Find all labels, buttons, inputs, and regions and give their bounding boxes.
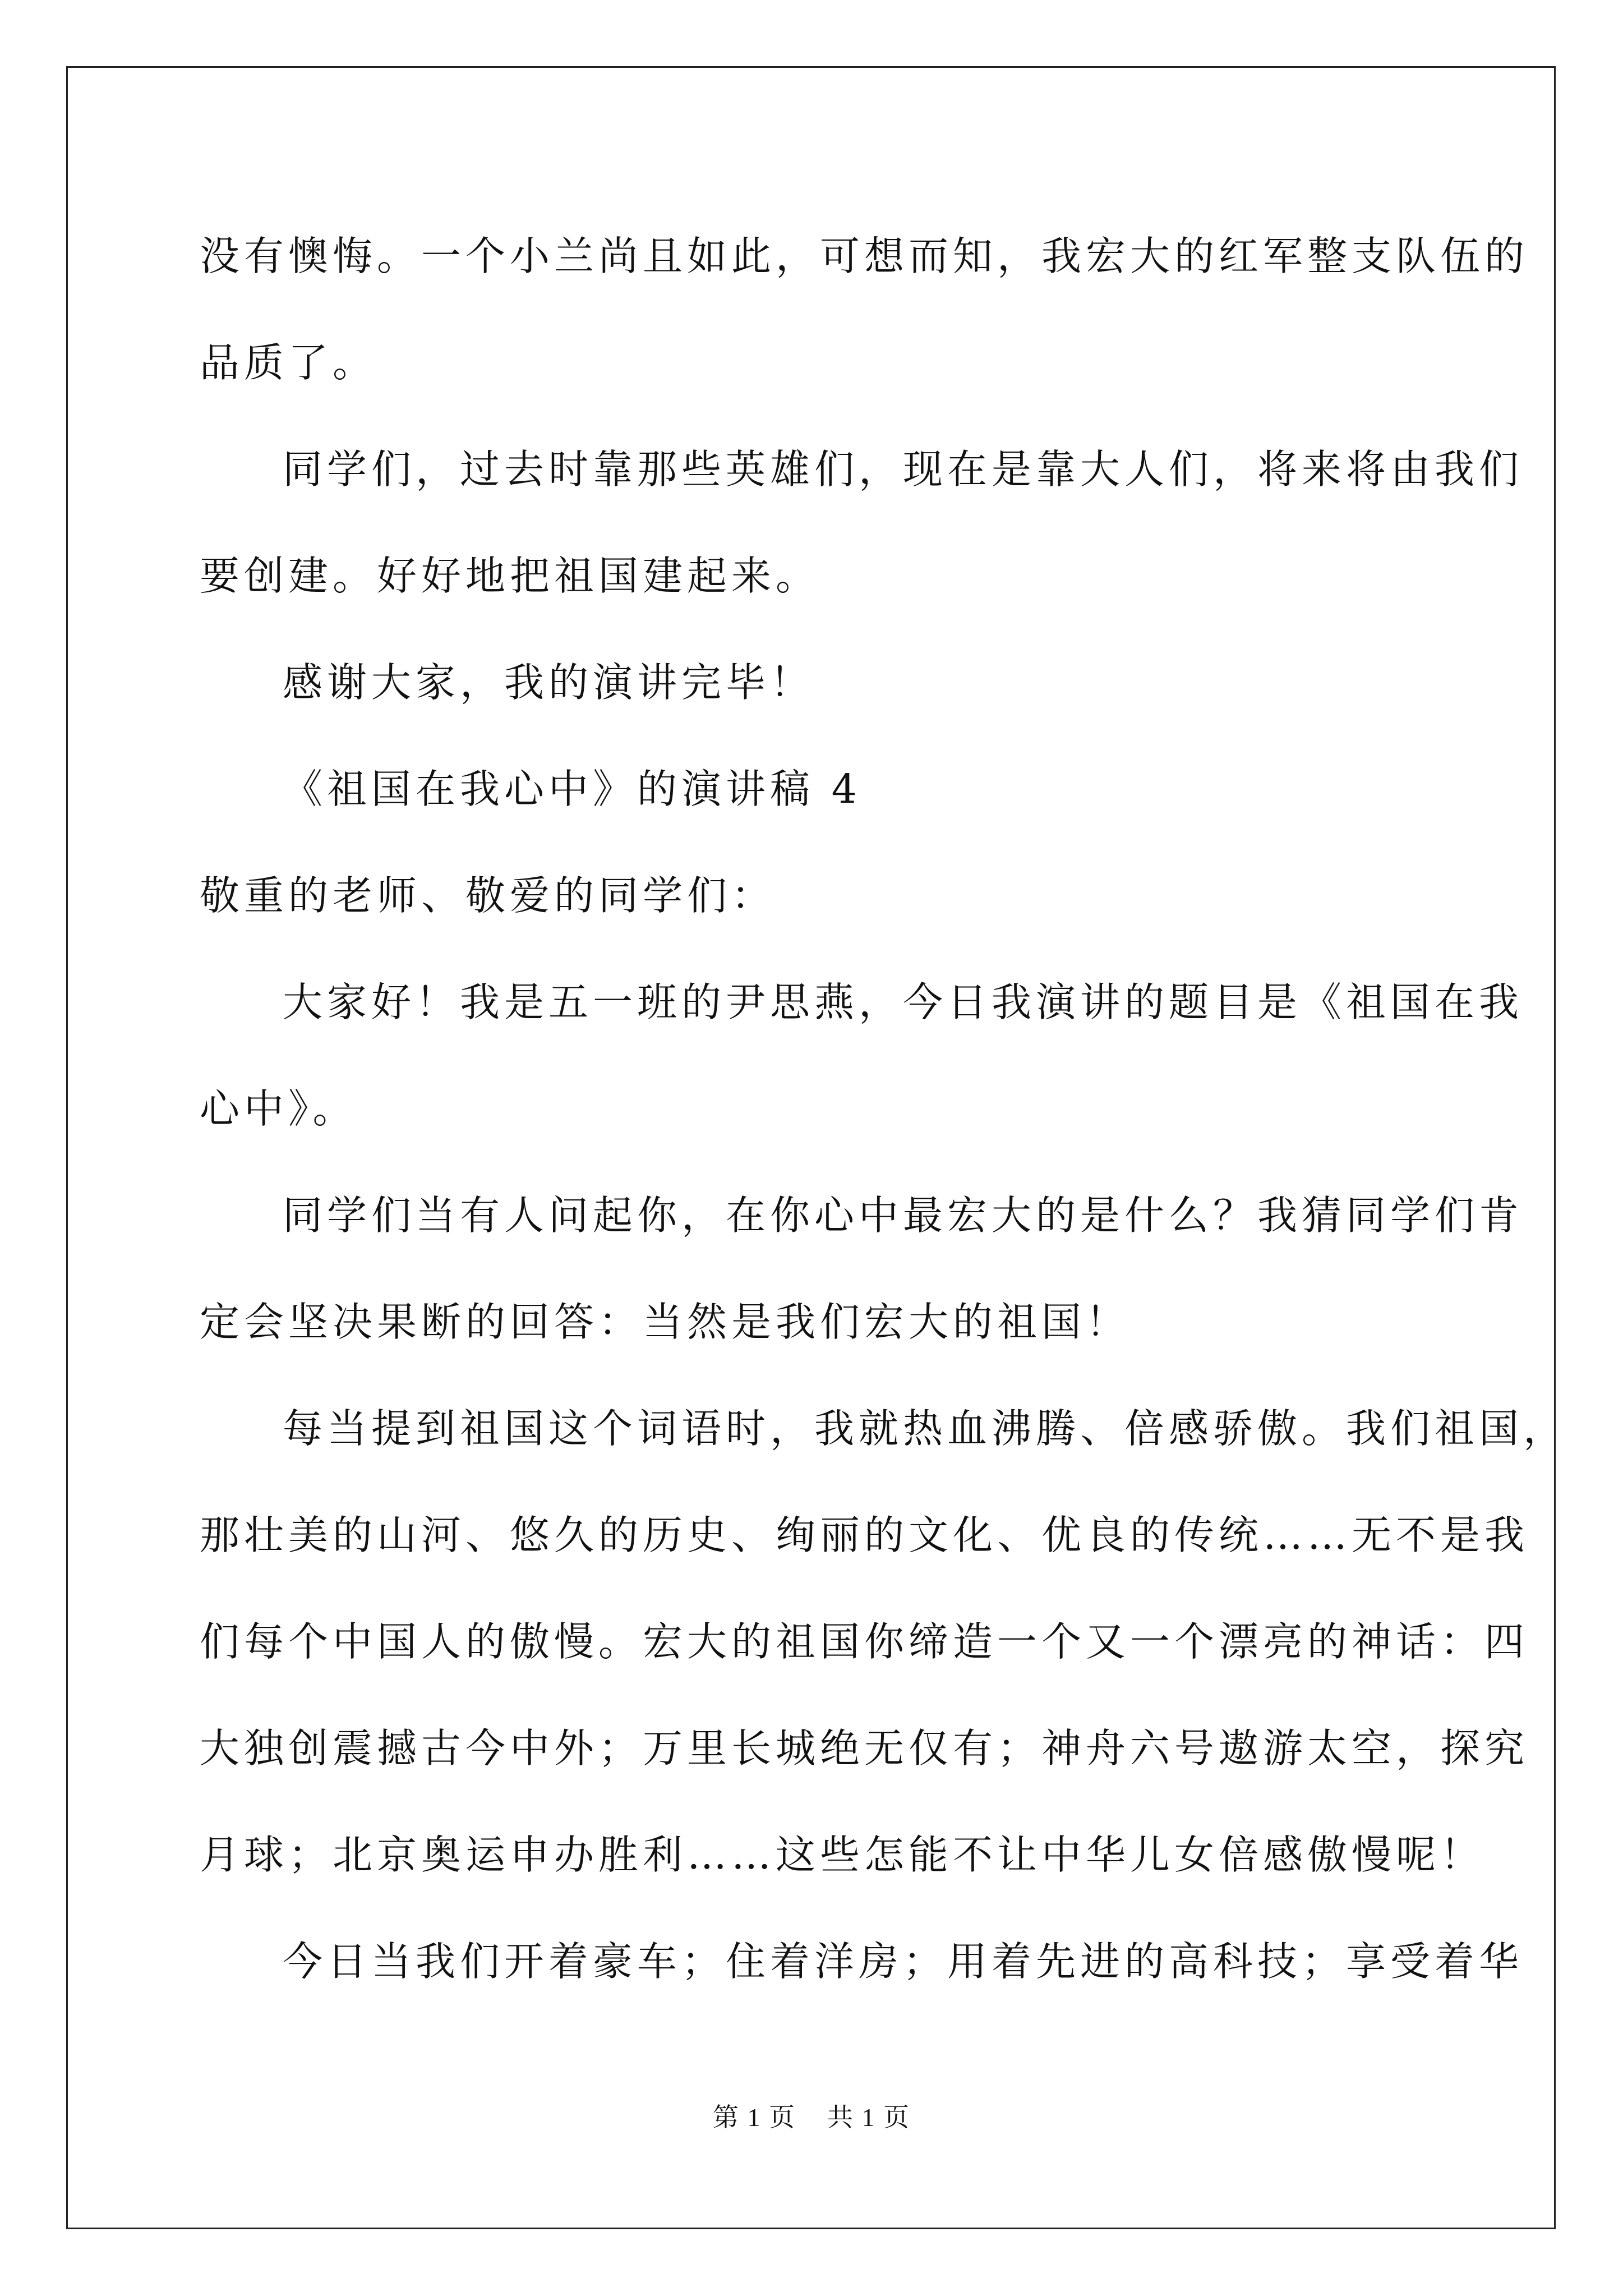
text-line: 们每个中国人的傲慢。宏大的祖国你缔造一个又一个漂亮的神话：四 [200,1618,1529,1665]
page-number: 第 1 页 [713,2103,796,2132]
text-line: 今日当我们开着豪车；住着洋房；用着先进的高科技；享受着华 [283,1938,1524,1985]
text-line: 要创建。好好地把祖国建起来。 [200,553,820,599]
text-line: 那壮美的山河、悠久的历史、绚丽的文化、优良的传统……无不是我 [200,1512,1529,1558]
text-line: 品质了。 [200,339,377,386]
text-line: 同学们，过去时靠那些英雄们，现在是靠大人们，将来将由我们 [283,446,1524,493]
page-border [66,66,1556,2229]
text-line: 同学们当有人问起你，在你心中最宏大的是什么？我猜同学们肯 [283,1192,1524,1239]
text-line: 大家好！我是五一班的尹思燕，今日我演讲的题目是《祖国在我 [283,979,1524,1025]
text-line: 月球；北京奥运申办胜利……这些怎能不让中华儿女倍感傲慢呢！ [200,1832,1485,1878]
text-line: 每当提到祖国这个词语时，我就热血沸腾、倍感骄傲。我们祖国， [283,1405,1568,1452]
page-footer [0,2097,1623,2134]
salutation: 敬重的老师、敬爱的同学们： [200,872,776,919]
page-total: 共 1 页 [827,2103,910,2132]
text-line: 大独创震撼古今中外；万里长城绝无仅有；神舟六号遨游太空，探究 [200,1725,1529,1772]
text-line: 定会坚决果断的回答：当然是我们宏大的祖国！ [200,1299,1131,1345]
section-heading: 《祖国在我心中》的演讲稿 4 [283,766,861,812]
text-line: 心中》。 [200,1085,357,1132]
text-line: 感谢大家，我的演讲完毕！ [283,659,815,706]
text-line: 没有懊悔。一个小兰尚且如此，可想而知，我宏大的红军整支队伍的 [200,233,1529,279]
